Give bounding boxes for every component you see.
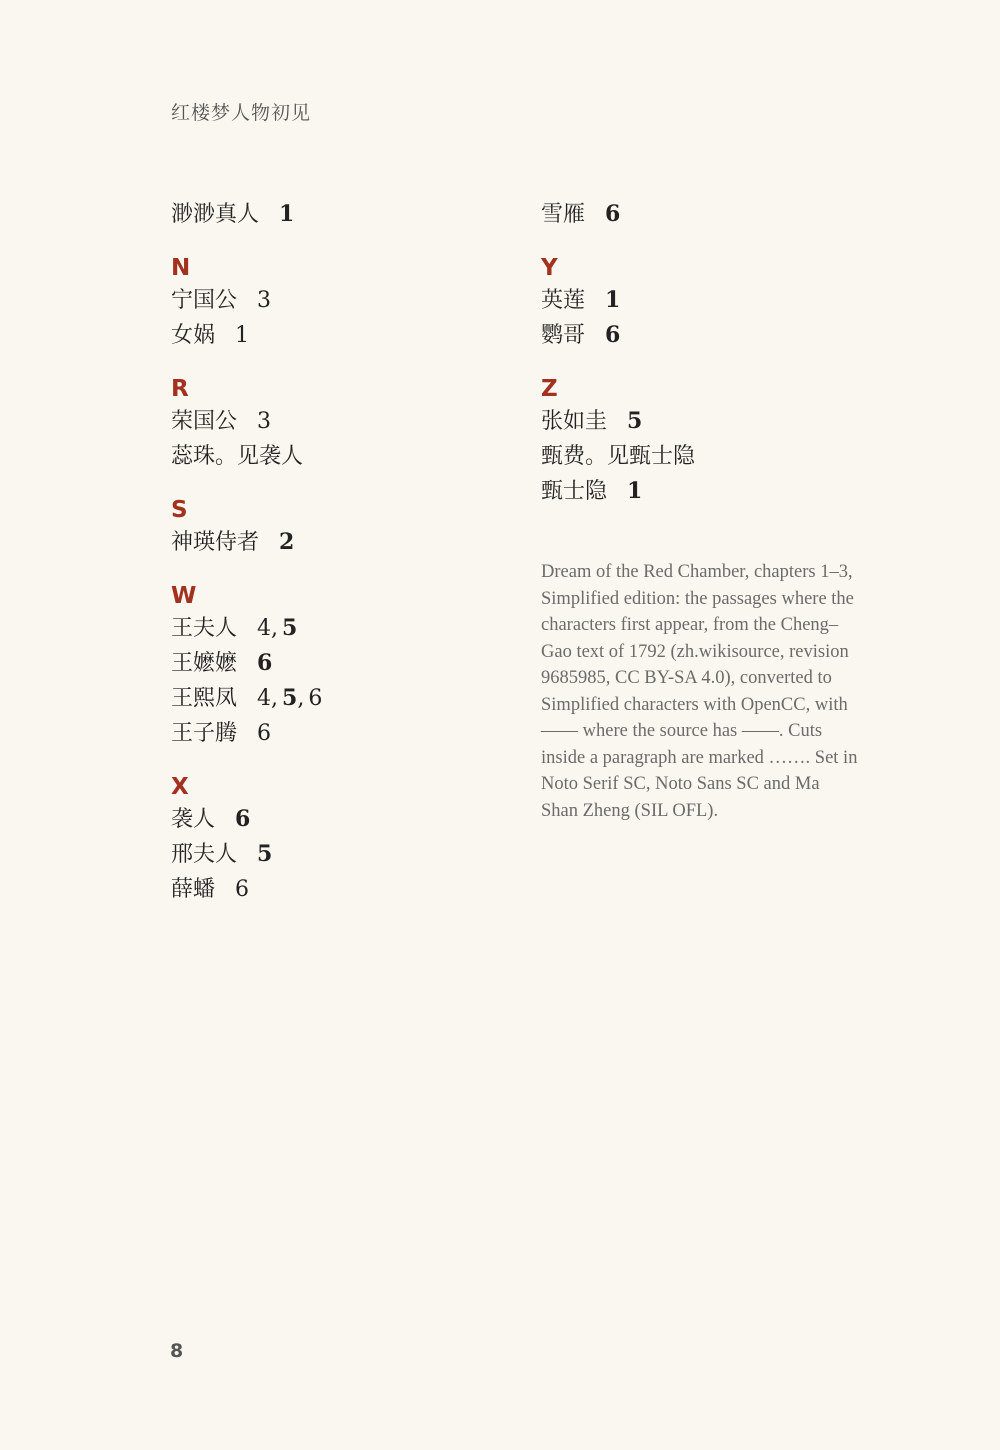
entry-page-refs	[279, 527, 294, 558]
letter-group	[171, 372, 501, 476]
page-ref[interactable]: 1	[235, 323, 250, 348]
entry-name: 荣国公	[171, 409, 238, 434]
entry-name: 王子腾	[171, 721, 238, 746]
index-entry	[541, 320, 861, 355]
index-entry	[541, 441, 861, 476]
entry-page-refs	[257, 613, 297, 644]
index-entry	[171, 839, 501, 874]
index-column-left	[171, 199, 501, 909]
entry-name: 王夫人	[171, 616, 238, 641]
entry-name: 英莲	[541, 288, 586, 313]
letter-group	[171, 251, 501, 355]
page-separator: ,	[271, 686, 279, 711]
entry-name: 邢夫人	[171, 842, 238, 867]
page-ref[interactable]: 1	[279, 201, 295, 227]
page-number: 8	[170, 1340, 184, 1362]
page-ref[interactable]: 6	[605, 322, 621, 348]
page-ref[interactable]: 3	[257, 288, 272, 313]
index-entry	[541, 199, 861, 234]
page-ref[interactable]: 6	[257, 650, 273, 676]
entry-page-refs	[257, 718, 271, 749]
index-entry	[541, 285, 861, 320]
entry-page-refs	[257, 406, 271, 437]
entry-name: 薛蟠	[171, 877, 216, 902]
section-letter: Z	[541, 376, 558, 402]
letter-group	[171, 770, 501, 909]
entry-page-refs	[235, 320, 249, 351]
entry-name: 袭人	[171, 807, 216, 832]
page-ref[interactable]: 4	[257, 616, 272, 641]
page-ref[interactable]: 3	[257, 409, 272, 434]
entry-name: 雪雁	[541, 202, 586, 227]
page-ref[interactable]: 1	[605, 287, 621, 313]
section-letter: Y	[541, 255, 558, 281]
index-entry	[171, 406, 501, 441]
entry-page-refs	[257, 285, 271, 316]
entry-name: 神瑛侍者	[171, 530, 260, 555]
index-entry	[171, 804, 501, 839]
entry-page-refs	[257, 648, 272, 679]
index-entry	[541, 406, 861, 441]
section-letter: X	[171, 774, 189, 800]
entry-page-refs	[627, 406, 642, 437]
page-ref[interactable]: 6	[605, 201, 621, 227]
entry-page-refs	[627, 476, 642, 507]
page-ref[interactable]: 6	[235, 877, 250, 902]
page-ref[interactable]: 4	[257, 686, 272, 711]
entry-name: 张如圭	[541, 409, 608, 434]
section-letter: S	[171, 497, 188, 523]
letter-group	[171, 493, 501, 562]
page-ref[interactable]: 6	[257, 721, 272, 746]
entry-name: 甄费。见甄士隐	[541, 444, 696, 469]
index-entry	[171, 285, 501, 320]
index-entry	[171, 320, 501, 355]
entry-page-refs	[257, 839, 272, 870]
index-entry	[171, 648, 501, 683]
entry-name: 渺渺真人	[171, 202, 260, 227]
letter-group	[171, 579, 501, 753]
entry-page-refs	[605, 199, 620, 230]
index-entry	[171, 718, 501, 753]
index-entry	[171, 613, 501, 648]
entry-name: 宁国公	[171, 288, 238, 313]
entry-name: 女娲	[171, 323, 216, 348]
colophon-note: Dream of the Red Chamber, chapters 1–3, Simplified edition: the passages where the characters first appear, from the Cheng–Gao text of 1792 (zh.wikisource, revision 9685985, CC BY-SA 4.0), converted to Simplified characters with OpenCC, with —— where the source has ——. Cuts inside a paragraph are marked ……. Set in Noto Serif SC, Noto Sans SC and Ma Shan Zheng (SIL OFL).	[541, 562, 858, 821]
section-letter: N	[171, 255, 191, 281]
index-entry	[171, 441, 501, 476]
index-entry	[171, 527, 501, 562]
index-entry	[171, 199, 501, 234]
entry-page-refs	[279, 199, 294, 230]
entry-page-refs	[235, 804, 250, 835]
page-separator: ,	[297, 686, 305, 711]
page-ref[interactable]: 5	[627, 408, 643, 434]
index-entry	[171, 683, 501, 718]
page-ref[interactable]: 6	[308, 686, 323, 711]
letter-group	[541, 372, 861, 511]
page-separator: ,	[271, 616, 279, 641]
entry-name: 蕊珠。见袭人	[171, 444, 304, 469]
running-head: 红楼梦人物初见	[171, 102, 312, 124]
entry-page-refs	[605, 320, 620, 351]
entry-page-refs	[257, 683, 322, 714]
index-column-right	[541, 199, 861, 511]
entry-name: 王熙凤	[171, 686, 238, 711]
page-ref[interactable]: 1	[627, 478, 643, 504]
entry-name: 甄士隐	[541, 479, 608, 504]
entry-page-refs	[605, 285, 620, 316]
entry-name: 王嬷嬷	[171, 651, 238, 676]
section-letter: W	[171, 583, 197, 609]
letter-group	[541, 251, 861, 355]
page-ref[interactable]: 5	[282, 615, 298, 641]
index-entry	[171, 874, 501, 909]
page-ref[interactable]: 2	[279, 529, 295, 555]
page-ref[interactable]: 6	[235, 806, 251, 832]
entry-page-refs	[235, 874, 249, 905]
page-ref[interactable]: 5	[257, 841, 273, 867]
section-letter: R	[171, 376, 189, 402]
entry-name: 鹦哥	[541, 323, 586, 348]
page-ref[interactable]: 5	[282, 685, 298, 711]
index-entry	[541, 476, 861, 511]
